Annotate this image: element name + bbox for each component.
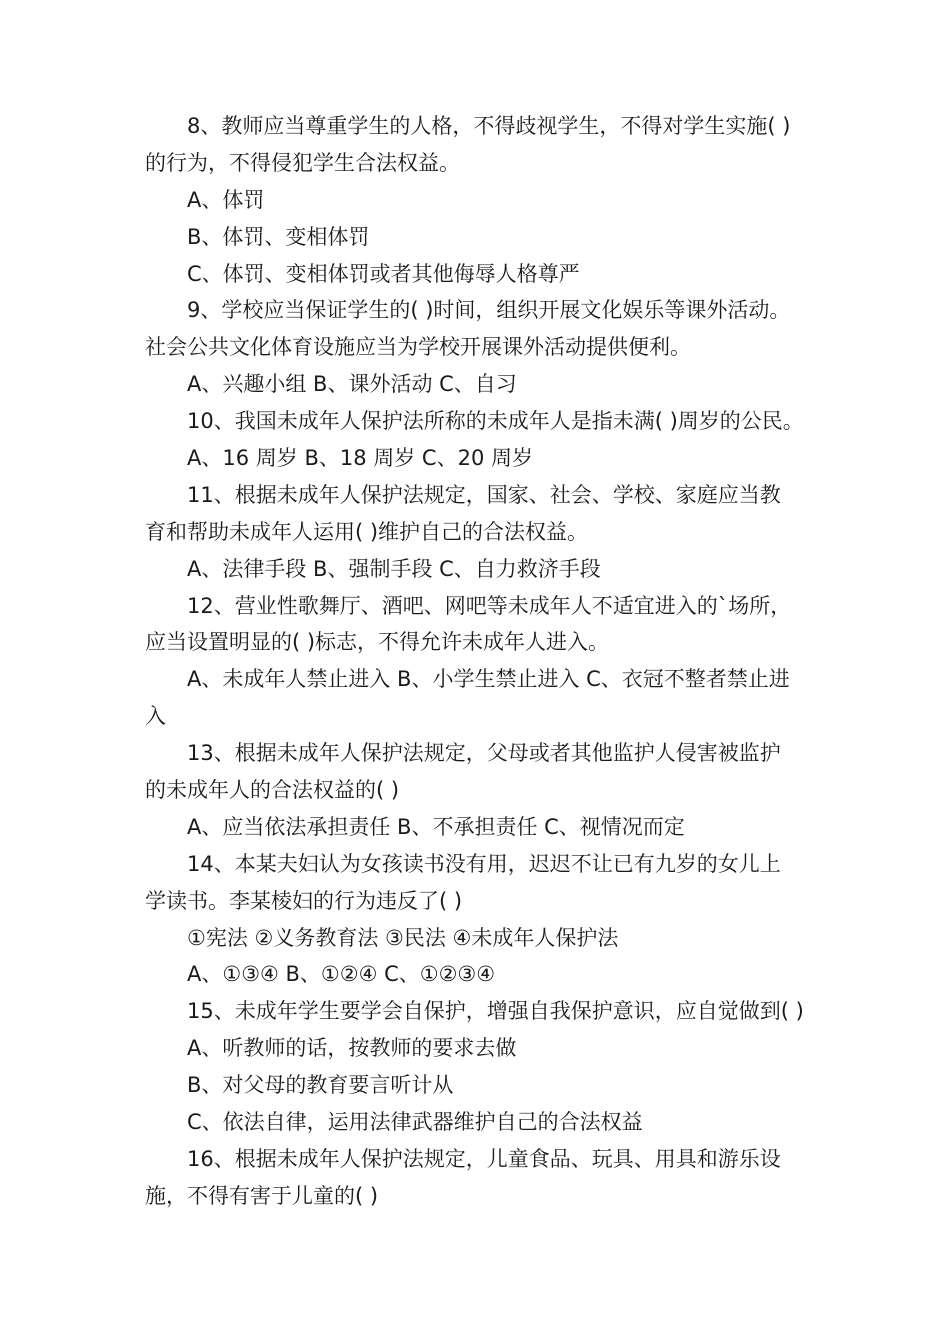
text-line: A、16 周岁 B、18 周岁 C、20 周岁 bbox=[187, 446, 533, 471]
text-line: A、兴趣小组 B、课外活动 C、自习 bbox=[187, 372, 517, 397]
text-line: A、听教师的话，按教师的要求去做 bbox=[187, 1036, 517, 1061]
text-line: 13、根据未成年人保护法规定，父母或者其他监护人侵害被监护 bbox=[187, 741, 781, 766]
text-line: 施，不得有害于儿童的( ) bbox=[145, 1183, 379, 1208]
text-line: 15、未成年学生要学会自保护，增强自我保护意识，应自觉做到( ) bbox=[187, 999, 804, 1024]
text-line: 16、根据未成年人保护法规定，儿童食品、玩具、用具和游乐设 bbox=[187, 1146, 781, 1171]
text-line: 9、学校应当保证学生的( )时间，组织开展文化娱乐等课外活动。 bbox=[187, 298, 791, 323]
text-line: B、体罚、变相体罚 bbox=[187, 224, 370, 249]
text-line: 育和帮助未成年人运用( )维护自己的合法权益。 bbox=[145, 519, 589, 544]
text-line: A、①③④ B、①②④ C、①②③④ bbox=[187, 962, 496, 987]
text-line: 8、教师应当尊重学生的人格，不得歧视学生，不得对学生实施( ) bbox=[187, 114, 791, 138]
text-line: 的未成年人的合法权益的( ) bbox=[145, 778, 400, 803]
text-line: C、体罚、变相体罚或者其他侮辱人格尊严 bbox=[187, 261, 580, 286]
text-line: A、体罚 bbox=[187, 187, 265, 212]
text-line: 10、我国未成年人保护法所称的未成年人是指未满( )周岁的公民。 bbox=[187, 409, 804, 434]
text-line: C、依法自律，运用法律武器维护自己的合法权益 bbox=[187, 1110, 643, 1135]
text-line: 入 bbox=[145, 704, 166, 729]
text-line: ①宪法 ②义务教育法 ③民法 ④未成年人保护法 bbox=[187, 925, 619, 950]
text-line: 应当设置明显的( )标志，不得允许未成年人进入。 bbox=[145, 630, 610, 655]
text-line: 学读书。李某棱妇的行为违反了( ) bbox=[145, 888, 463, 913]
text-line: A、法律手段 B、强制手段 C、自力救济手段 bbox=[187, 556, 601, 581]
text-line: B、对父母的教育要言听计从 bbox=[187, 1073, 454, 1098]
text-line: 12、营业性歌舞厅、酒吧、网吧等未成年人不适宜进入的`场所， bbox=[187, 593, 792, 618]
text-line: 社会公共文化体育设施应当为学校开展课外活动提供便利。 bbox=[145, 335, 691, 360]
text-line: 的行为，不得侵犯学生合法权益。 bbox=[145, 150, 460, 175]
text-line: A、应当依法承担责任 B、不承担责任 C、视情况而定 bbox=[187, 814, 685, 839]
document-body bbox=[145, 108, 825, 1215]
text-line: 14、本某夫妇认为女孩读书没有用，迟迟不让已有九岁的女儿上 bbox=[187, 851, 781, 876]
text-line: 11、根据未成年人保护法规定，国家、社会、学校、家庭应当教 bbox=[187, 482, 781, 507]
text-line: A、未成年人禁止进入 B、小学生禁止进入 C、衣冠不整者禁止进 bbox=[187, 667, 790, 692]
